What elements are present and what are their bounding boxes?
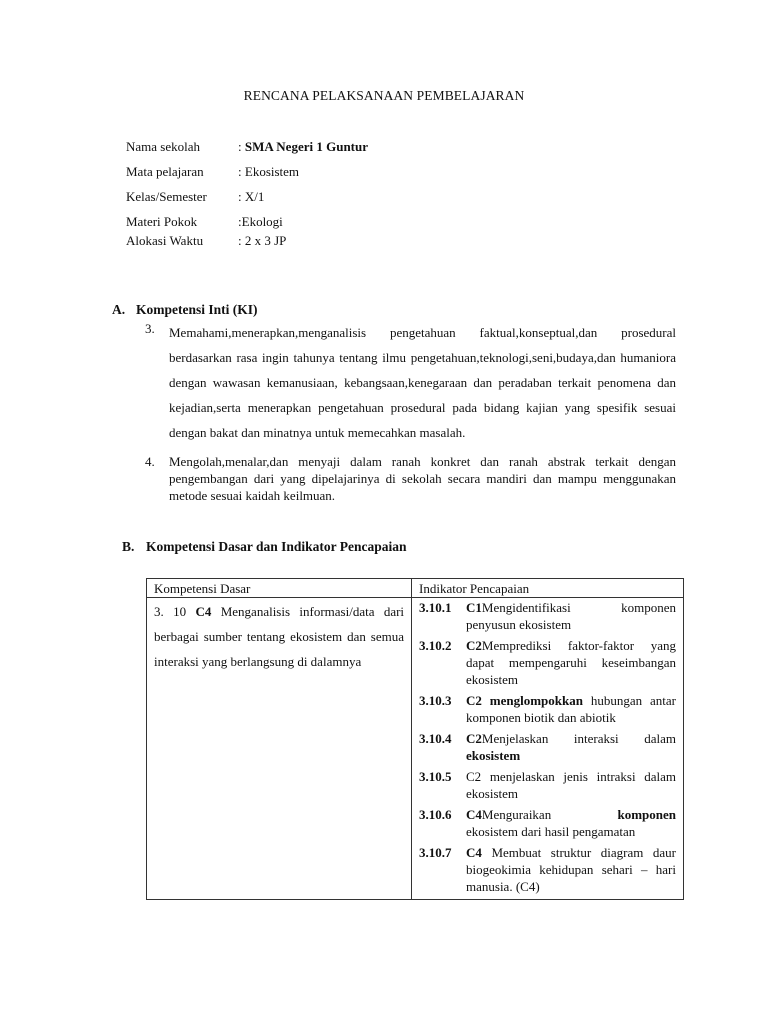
indicator-item: [419, 692, 676, 726]
ki-item: [145, 453, 676, 504]
indicator-text: Menjelaskan interaksi dalam: [481, 731, 676, 746]
indicator-level: C2: [466, 769, 482, 784]
indicator-text: ekosistem dari hasil pengamatan: [466, 824, 636, 839]
indicator-keyword: komponen: [617, 807, 676, 822]
indicator-item: [419, 730, 676, 764]
indicator-code: 3.10.7: [419, 845, 452, 860]
kd-number: 3. 10: [154, 604, 187, 619]
ki-number: 3.: [145, 321, 155, 336]
info-label: Alokasi Waktu: [126, 233, 204, 248]
kd-indicator-table: [146, 578, 684, 900]
indicator-text: Memprediksi faktor-faktor yang dapat mempengaruhi keseimbangan ekosistem: [466, 638, 676, 687]
indicator-level: C2: [466, 638, 482, 653]
kd-text: Menganalisis informasi/data dari berbagai sumber tentang ekosistem dan semua interaksi yang berlangsung di dalamnya: [154, 604, 405, 669]
indicator-text: hubungan antar komponen biotik dan abiotik: [466, 693, 677, 725]
indicator-verb: menglompokkan: [489, 693, 583, 708]
indicator-keyword: ekosistem: [466, 748, 521, 763]
info-value: Ekologi: [241, 214, 283, 229]
info-sep: :: [238, 189, 245, 204]
info-label: Mata pelajaran: [126, 164, 204, 179]
indicator-text: Menguraikan: [481, 807, 552, 822]
indicator-level: C2: [466, 693, 482, 708]
info-label: Materi Pokok: [126, 214, 198, 229]
info-value: 2 x 3 JP: [244, 233, 287, 248]
ki-item: [145, 320, 676, 445]
table-header-kd: Kompetensi Dasar: [147, 579, 412, 598]
ki-number: 4.: [145, 454, 155, 469]
indicator-item: [419, 599, 676, 633]
indicator-item: [419, 768, 676, 802]
indicator-code: 3.10.1: [419, 600, 452, 615]
kd-cell: [147, 598, 412, 900]
section-b-heading: [122, 538, 407, 555]
section-a-heading: [112, 301, 258, 318]
indicator-level: C2: [466, 731, 482, 746]
indicator-level: C4: [466, 807, 482, 822]
section-letter: A.: [112, 302, 126, 317]
indicator-level: C1: [466, 600, 482, 615]
info-sep: :: [238, 214, 242, 229]
indicator-code: 3.10.5: [419, 769, 452, 784]
ki-list: [145, 320, 676, 504]
section-letter: B.: [122, 539, 135, 554]
indicator-code: 3.10.6: [419, 807, 452, 822]
indicator-text: Membuat struktur diagram daur biogeokimia kehidupan sehari – hari manusia. (C4): [466, 845, 676, 894]
section-title: Kompetensi Dasar dan Indikator Pencapaian: [146, 539, 407, 554]
indicator-code: 3.10.3: [419, 693, 452, 708]
indicator-text: Mengidentifikasi komponen penyusun ekosistem: [466, 600, 676, 632]
info-value: Ekosistem: [244, 164, 300, 179]
indicator-code: 3.10.4: [419, 731, 452, 746]
info-sep: :: [238, 233, 245, 248]
indicator-item: [419, 637, 676, 688]
table-header-row: [147, 579, 684, 598]
indicator-item: [419, 844, 676, 895]
document-title: RENCANA PELAKSANAAN PEMBELAJARAN: [243, 88, 525, 103]
indicator-cell: [412, 598, 684, 900]
ki-text: Memahami,menerapkan,menganalisis pengetahuan faktual,konseptual,dan prosedural berdasarkan rasa ingin tahunya tentang ilmu pengetahuan,teknologi,seni,budaya,dan humaniora dengan wawasan kemanusiaan, kebangsaan,kenegaraan dan peradaban terkait penomena dan kejadian,serta menerapkan pengetahuan prosedural pada bidang kajian yang spesifik sesuai dengan bakat dan minatnya untuk memecahkan masalah.: [169, 325, 676, 440]
info-value: X/1: [244, 189, 265, 204]
section-title: Kompetensi Inti (KI): [136, 302, 258, 317]
table-header-indicator: Indikator Pencapaian: [412, 579, 684, 598]
info-label: Nama sekolah: [126, 139, 201, 154]
table-row: [147, 598, 684, 900]
indicator-code: 3.10.2: [419, 638, 452, 653]
ki-text: Mengolah,menalar,dan menyaji dalam ranah konkret dan ranah abstrak terkait dengan pengembangan dari yang dipelajarinya di sekolah secara mandiri dan mampu menggunakan metode sesuai kaidah keilmuan.: [169, 454, 676, 503]
kd-level: C4: [195, 604, 212, 619]
indicator-item: [419, 806, 676, 840]
info-sep: :: [238, 164, 245, 179]
indicator-text: menjelaskan jenis intraksi dalam ekosistem: [466, 769, 676, 801]
info-label: Kelas/Semester: [126, 189, 207, 204]
info-value: SMA Negeri 1 Guntur: [244, 139, 369, 154]
info-sep: :: [238, 139, 245, 154]
indicator-level: C4: [466, 845, 482, 860]
